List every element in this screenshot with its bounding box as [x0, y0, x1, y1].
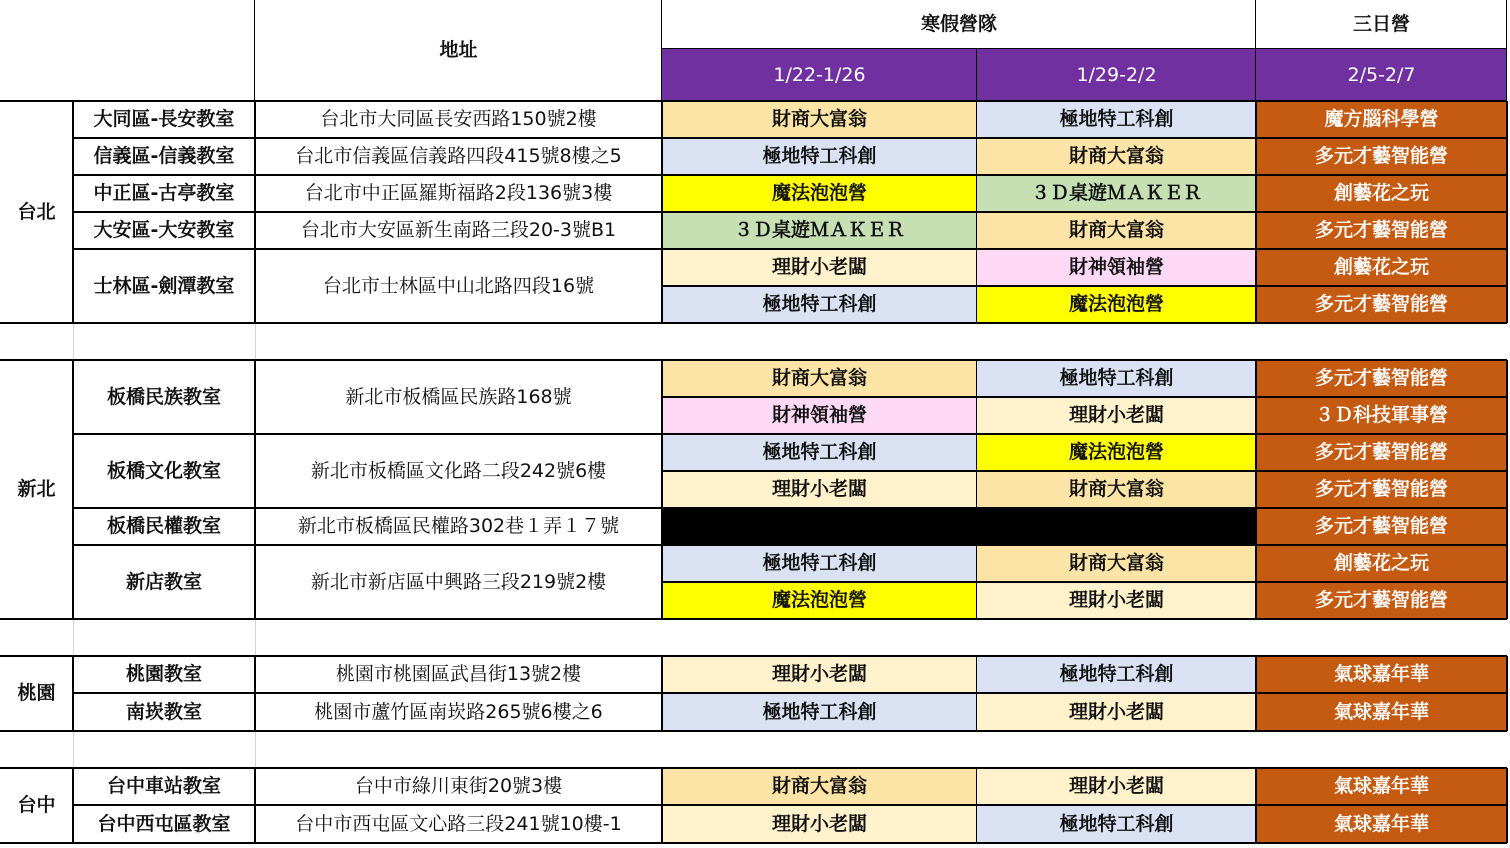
winter-camp-session-2: 理財小老闆	[977, 693, 1256, 731]
classroom-name: 台中西屯區教室	[97, 812, 231, 835]
classroom-name: 桃園教室	[125, 663, 202, 685]
classroom-address: 桃園市蘆竹區南崁路265號6樓之6	[314, 700, 603, 723]
three-day-camp-session: 多元才藝智能營	[1256, 286, 1507, 323]
three-day-camp-session: 多元才藝智能營	[1256, 434, 1507, 471]
classroom-address: 新北市板橋區文化路二段242號6樓	[310, 459, 607, 482]
winter-camp-session-1: 極地特工科創	[662, 138, 977, 175]
three-day-camp-session: 多元才藝智能營	[1256, 360, 1507, 397]
header-period-3: 2/5-2/7	[1256, 49, 1507, 101]
winter-camp-session-2: 極地特工科創	[977, 805, 1256, 843]
classroom-address: 台北市信義區信義路四段415號8樓之5	[295, 145, 622, 167]
region-name: 台北	[17, 200, 56, 223]
winter-camp-session-2: ３Ｄ桌遊ＭＡＫＥＲ	[977, 175, 1256, 212]
winter-camp-session-2: 財商大富翁	[977, 545, 1256, 582]
three-day-camp-session: 多元才藝智能營	[1256, 212, 1507, 249]
winter-camp-session-1: 財商大富翁	[662, 768, 977, 805]
three-day-camp-session: 多元才藝智能營	[1256, 138, 1507, 175]
classroom-name: 大安區-大安教室	[93, 219, 235, 241]
classroom-name: 南崁教室	[125, 700, 202, 723]
winter-camp-session-2: 理財小老闆	[977, 582, 1256, 619]
winter-camp-session-2: 魔法泡泡營	[977, 434, 1256, 471]
three-day-camp-session: 多元才藝智能營	[1256, 508, 1507, 545]
classroom-name: 新店教室	[125, 570, 202, 593]
classroom-address: 台北市大安區新生南路三段20-3號B1	[300, 219, 617, 241]
winter-camp-session-1: 財商大富翁	[662, 101, 977, 138]
classroom-address: 台北市中正區羅斯福路2段136號3樓	[304, 182, 613, 204]
three-day-camp-session: 創藝花之玩	[1256, 545, 1507, 582]
classroom-address: 新北市板橋區民族路168號	[345, 385, 572, 408]
winter-camp-session-1: 極地特工科創	[662, 693, 977, 731]
header-three-day-camp: 三日營	[1352, 13, 1410, 35]
winter-camp-session-2: 財商大富翁	[977, 471, 1256, 508]
classroom-address: 台北市大同區長安西路150號2樓	[320, 108, 597, 130]
region-name: 桃園	[17, 682, 56, 704]
classroom-name: 中正區-古亭教室	[93, 182, 235, 204]
winter-camp-session-2: 極地特工科創	[977, 656, 1256, 693]
winter-camp-session-1: ３Ｄ桌遊ＭＡＫＥＲ	[662, 212, 977, 249]
winter-camp-session-1: 魔法泡泡營	[662, 175, 977, 212]
winter-camp-session-2: 極地特工科創	[977, 360, 1256, 397]
three-day-camp-session: 多元才藝智能營	[1256, 582, 1507, 619]
classroom-address: 台北市士林區中山北路四段16號	[322, 274, 595, 297]
winter-camp-session-1: 極地特工科創	[662, 434, 977, 471]
three-day-camp-session: ３Ｄ科技軍事營	[1256, 397, 1507, 434]
winter-camp-session-2: 理財小老闆	[977, 768, 1256, 805]
classroom-name: 台中車站教室	[106, 775, 221, 797]
three-day-camp-session: 多元才藝智能營	[1256, 471, 1507, 508]
winter-camp-session-2: 財商大富翁	[977, 212, 1256, 249]
region-name: 台中	[17, 794, 56, 816]
three-day-camp-session: 氣球嘉年華	[1256, 693, 1507, 731]
three-day-camp-session: 魔方腦科學營	[1256, 101, 1507, 138]
classroom-name: 大同區-長安教室	[93, 108, 235, 130]
three-day-camp-session: 氣球嘉年華	[1256, 805, 1507, 843]
winter-camp-session-1: 理財小老闆	[662, 249, 977, 286]
classroom-name: 板橋文化教室	[106, 459, 221, 482]
winter-camp-session-1: 理財小老闆	[662, 805, 977, 843]
three-day-camp-session: 創藝花之玩	[1256, 175, 1507, 212]
three-day-camp-session: 氣球嘉年華	[1256, 768, 1507, 805]
classroom-name: 信義區-信義教室	[93, 145, 235, 167]
classroom-name: 士林區-劍潭教室	[93, 274, 235, 297]
classroom-address: 新北市板橋區民權路302巷１弄１７號	[297, 515, 620, 537]
winter-camp-session-1: 極地特工科創	[662, 545, 977, 582]
winter-camp-session-2: 魔法泡泡營	[977, 286, 1256, 323]
classroom-name: 板橋民族教室	[106, 385, 221, 408]
classroom-address: 台中市綠川東街20號3樓	[354, 775, 563, 797]
winter-camp-session-1: 極地特工科創	[662, 286, 977, 323]
header-address: 地址	[439, 39, 478, 61]
winter-camp-session-1: 理財小老闆	[662, 656, 977, 693]
classroom-name: 板橋民權教室	[106, 515, 221, 537]
header-period-1: 1/22-1/26	[662, 49, 977, 101]
three-day-camp-session: 氣球嘉年華	[1256, 656, 1507, 693]
three-day-camp-session: 創藝花之玩	[1256, 249, 1507, 286]
classroom-address: 新北市新店區中興路三段219號2樓	[310, 570, 607, 593]
header-period-2: 1/29-2/2	[977, 49, 1256, 101]
winter-camp-session-1: 財神領袖營	[662, 397, 977, 434]
region-name: 新北	[17, 478, 56, 500]
winter-camp-session-2: 極地特工科創	[977, 101, 1256, 138]
winter-camp-session-2: 財神領袖營	[977, 249, 1256, 286]
classroom-address: 台中市西屯區文心路三段241號10樓-1	[295, 812, 622, 835]
blackout-cell	[662, 508, 1256, 545]
classroom-address: 桃園市桃園區武昌街13號2樓	[335, 663, 582, 685]
winter-camp-session-2: 理財小老闆	[977, 397, 1256, 434]
winter-camp-session-1: 魔法泡泡營	[662, 582, 977, 619]
header-winter-camp: 寒假營隊	[920, 13, 997, 35]
winter-camp-session-1: 財商大富翁	[662, 360, 977, 397]
winter-camp-session-1: 理財小老闆	[662, 471, 977, 508]
winter-camp-session-2: 財商大富翁	[977, 138, 1256, 175]
